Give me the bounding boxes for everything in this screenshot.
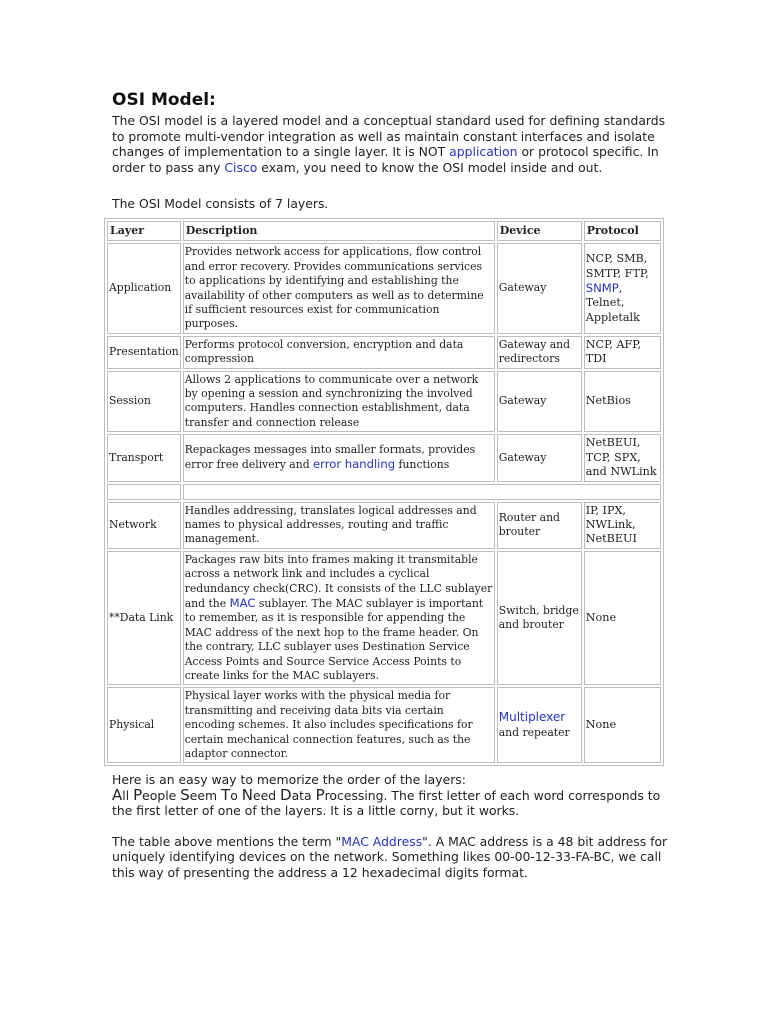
mac-link[interactable]: MAC (229, 595, 256, 610)
table-row (107, 371, 661, 433)
table-row (107, 551, 661, 686)
memorize-line: Here is an easy way to memorize the order of the layers: (112, 772, 466, 787)
description-cell: Physical layer works with the physical media for transmitting and receiving data bits via certain encoding schemes. It also includes specifications for certain mechanical connection features, such as the adaptor connector. (183, 687, 495, 763)
description-cell (183, 551, 495, 686)
protocol-cell: IP, IPX, NWLink, NetBEUI (584, 502, 661, 549)
device-cell: Router and brouter (497, 502, 582, 549)
layer-cell: Presentation (107, 336, 181, 369)
intro-text: or protocol specific. In order to pass any (112, 144, 659, 175)
page-title: OSI Model: (112, 90, 216, 110)
table-row (107, 687, 661, 763)
mnemonic-paragraph (112, 785, 672, 819)
multiplexer-link[interactable]: Multiplexer (498, 710, 566, 725)
description-text: Repackages messages into smaller formats, provides error free delivery and (184, 442, 476, 472)
description-text: Packages raw bits into frames making it transmitable across a network link and includes a cyclical redundancy check(CRC). It consists of the LLC sublayer and the (184, 552, 493, 610)
snmp-link[interactable]: SNMP (585, 280, 619, 295)
protocol-cell: None (584, 687, 661, 763)
intro-text: exam, you need to know the OSI model inside and out. (257, 159, 603, 175)
layer-cell: Transport (107, 434, 181, 481)
table-row (107, 502, 661, 549)
mac-text: The table above mentions the term " (112, 833, 342, 849)
description-cell: Performs protocol conversion, encryption and data compression (183, 336, 495, 369)
device-cell: Switch, bridge and brouter (497, 551, 582, 686)
header-layer: Layer (107, 221, 181, 241)
protocol-cell (584, 243, 661, 333)
protocol-text: , Telnet, Appletalk (585, 281, 640, 324)
description-cell: Provides network access for applications, flow control and error recovery. Provides communications services to applications by identifying and establishing the availability of other computers as well as to determine if sufficient resources exist for communication purposes. (183, 243, 495, 333)
mac-text: ". A MAC address is a 48 bit address for uniquely identifying devices on the network. Something likes 00-00-12-33-FA-BC, we call this way of presenting the address a 12 hexadecimal digits format. (112, 833, 668, 880)
mnemonic-words (112, 785, 384, 804)
cisco-link[interactable]: Cisco (224, 159, 258, 175)
table-row (107, 336, 661, 369)
device-text: and repeater (498, 725, 570, 739)
header-protocol: Protocol (584, 221, 661, 241)
table-row (107, 434, 661, 481)
mnemonic-explanation: . The first letter of each word corresponds to the first letter of one of the layers. It is a little corny, but it works. (112, 787, 661, 819)
protocol-cell: None (584, 551, 661, 686)
layers-count-text: The OSI Model consists of 7 layers. (112, 196, 329, 212)
application-link[interactable]: application (449, 144, 518, 160)
protocol-cell: NetBios (584, 371, 661, 433)
article (112, 90, 672, 212)
device-cell (497, 687, 582, 763)
layer-cell: Session (107, 371, 181, 433)
mnemonic-cap: D (280, 785, 292, 804)
description-cell: Handles addressing, translates logical addresses and names to physical addresses, routing and traffic management. (183, 502, 495, 549)
mnemonic-rest: o (230, 787, 242, 803)
mnemonic-cap: P (133, 785, 143, 804)
intro-paragraph (112, 113, 672, 175)
device-cell: Gateway (497, 371, 582, 433)
device-cell: Gateway and redirectors (497, 336, 582, 369)
bottom-section (112, 772, 672, 881)
spacer-row (107, 484, 661, 500)
intro-text: The OSI model is a layered model and a conceptual standard used for defining standards to promote multi-vendor integration as well as maintain constant interfaces and isolate changes of implementation to a single layer. It is NOT (112, 113, 666, 160)
description-text: sublayer. The MAC sublayer is important to remember, as it is responsible for appending the MAC address of the next hop to the frame header. On the contrary, LLC sublayer uses Destination Service Access Points and Source Service Access Points to create links for the MAC sublayers. (184, 596, 484, 682)
device-cell: Gateway (497, 434, 582, 481)
mnemonic-rest: ll (122, 787, 134, 803)
mnemonic-rest: eed (252, 787, 281, 803)
description-text: functions (395, 458, 450, 472)
spacer-cell (183, 484, 661, 500)
layer-cell: **Data Link (107, 551, 181, 686)
table-row (107, 243, 661, 333)
device-cell: Gateway (497, 243, 582, 333)
description-cell: Allows 2 applications to communicate over a network by opening a session and synchronizing the involved computers. Handles connection establishment, data transfer and connection release (183, 371, 495, 433)
mac-address-link[interactable]: MAC Address (341, 833, 423, 849)
header-description: Description (183, 221, 495, 241)
mnemonic-cap: T (221, 785, 231, 804)
description-cell (183, 434, 495, 481)
mnemonic-cap: A (112, 785, 123, 804)
spacer-cell (107, 484, 181, 500)
spacer (112, 819, 672, 834)
mnemonic-cap: N (241, 785, 253, 804)
protocol-text: NCP, SMB, SMTP, FTP, (585, 252, 649, 280)
protocol-cell: NCP, AFP, TDI (584, 336, 661, 369)
protocol-cell: NetBEUI, TCP, SPX, and NWLink (584, 434, 661, 481)
layer-cell: Network (107, 502, 181, 549)
layer-cell: Physical (107, 687, 181, 763)
mnemonic-cap: S (180, 785, 190, 804)
table-header-row (107, 221, 661, 241)
mnemonic-rest: rocessing (324, 787, 384, 803)
osi-table (104, 218, 664, 766)
header-device: Device (497, 221, 582, 241)
mnemonic-rest: eople (142, 787, 181, 803)
mac-paragraph (112, 834, 672, 881)
mnemonic-cap: P (315, 785, 325, 804)
mnemonic-rest: eem (189, 787, 222, 803)
layer-cell: Application (107, 243, 181, 333)
error-handling-link[interactable]: error handling (313, 457, 396, 472)
mnemonic-rest: ata (291, 787, 316, 803)
